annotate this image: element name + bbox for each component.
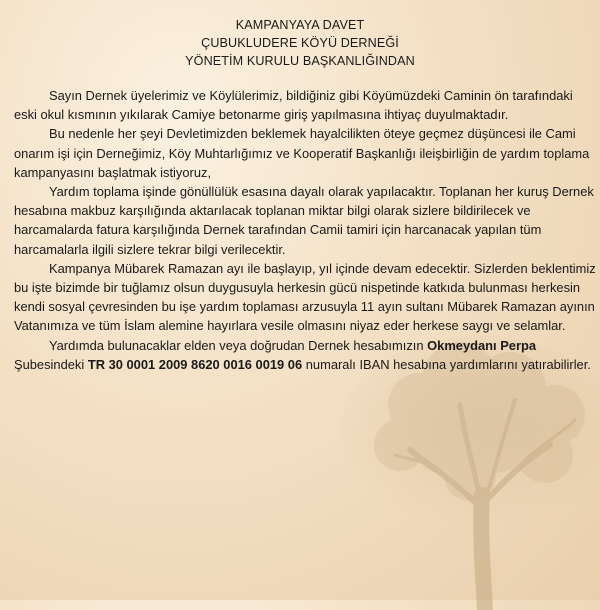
header-organization: ÇUBUKLUDERE KÖYÜ DERNEĞİ [201, 36, 399, 50]
iban-number: TR 30 0001 2009 8620 0016 0019 06 [87, 356, 303, 372]
paragraph-2: Bu nedenle her şeyi Devletimizden beklemek hayalcilikten öteye geçmez düşüncesi ile Cami onarım işi için Derneğimiz, Köy Muhtarlığımız ve Kooperatif Başkanlığı ileişbirliğin de yardım toplama kampanyasını başlatmak istiyoruz, [14, 126, 590, 180]
paragraph-3: Yardım toplama işinde gönüllülük esasına dayalı olarak yapılacaktır. Toplanan her kuruş Dernek hesabına makbuz karşılığında aktarılacak toplanan miktar bilgi olarak sizlere bildirilecek ve harcamalarda fatura karşılığında Dernek tarafından Camii tamiri için harcanacak yapılan tüm harcamalarla ilgili sizlere tekrar bilgi verilecektir. [14, 184, 594, 257]
paragraph-5-text-c: numaralı IBAN hesabına yardımlarını yatırabilirler. [302, 356, 591, 372]
paragraph-5-text-a: Yardımda bulunacaklar elden veya doğrudan Dernek hesabımızın [49, 337, 428, 353]
header-authority: YÖNETİM KURULU BAŞKANLIĞINDAN [185, 54, 415, 68]
letter-body [14, 86, 598, 374]
bank-branch-name: Okmeydanı Perpa [427, 337, 537, 353]
letter-header [0, 16, 600, 70]
paragraph-5 [14, 336, 598, 374]
paragraph-5-text-b: Şubesindeki [14, 356, 88, 372]
header-title: KAMPANYAYA DAVET [235, 18, 365, 32]
paragraph-1: Sayın Dernek üyelerimiz ve Köylülerimiz, bildiğiniz gibi Köyümüzdeki Caminin ön tarafındaki eski okul kısmının yıkılarak Camiye betonarme giriş yapılmasına ihtiyaç duyulmaktadır. [14, 88, 573, 123]
paragraph-4: Kampanya Mübarek Ramazan ayı ile başlayıp, yıl içinde devam edecektir. Sizlerden beklentimiz bu işte bizimde bir tuğlamız olsun duygusuyla herkesin gücü nispetinde katkıda bulunması herkesin kendi sosyal çevresinden bu işe yardım toplaması arzusuyla 11 ayın sultanı Mübarek Ramazan ayının Vatanımıza ve tüm İslam alemine hayırlara vesile olmasını niyaz eder herkese saygı ve selamlar. [14, 260, 596, 334]
